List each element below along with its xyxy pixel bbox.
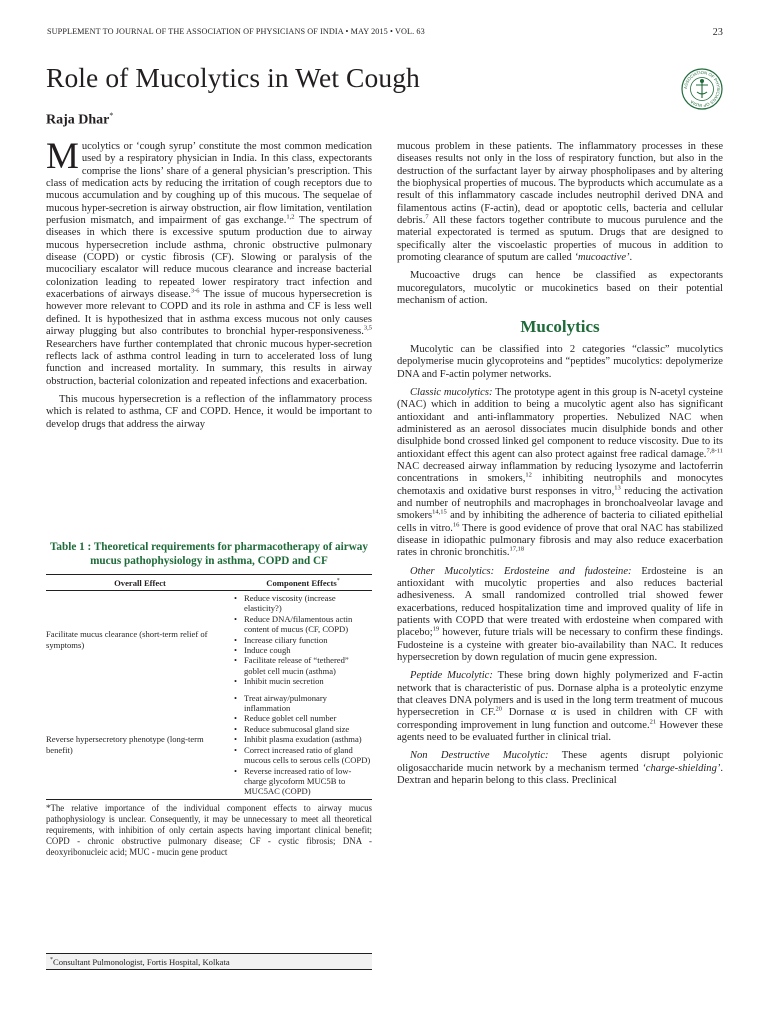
component-effect-item: • Reduce submucosal gland size — [234, 724, 372, 734]
running-head — [47, 27, 723, 39]
component-effect-item: • Reverse increased ratio of low-charge glycoform MUC5B to MUC5AC (COPD) — [234, 766, 372, 797]
table-footnote: *The relative importance of the individual component effects to airway mucus pathophysiology is unclear. Consequently, it may be unnecessary to meet all theoretical requirements, with inhibition of only certain aspects having important clinical benefit; COPD - chronic obstructive pulmonary disease; CF - cystic fibrosis; DNA - deoxyribonucleic acid; MUC - mucin gene product — [46, 802, 372, 857]
table-body — [46, 591, 372, 799]
component-effect-item: • Increase ciliary function — [234, 635, 372, 645]
affiliation-mark: * — [50, 957, 53, 964]
article-title: Role of Mucolytics in Wet Cough — [46, 62, 420, 93]
col-header-overall: Overall Effect — [114, 578, 166, 588]
association-seal-logo — [681, 68, 723, 112]
component-effect-item: • Inhibit mucin secretion — [234, 676, 372, 686]
col-header-component: Component Effects* — [266, 578, 340, 588]
body-paragraph: mucous problem in these patients. The inflammatory processes in these diseases results not only in the loss of respiratory function, but also in the destruction of the surfactant layer by airway phospholipases and by altering the biophysical properties of mucous. The byproducts which accumulate as a result of this inflammatory cascade includes neutrophil derived DNA and filamentous actins (F-actin), dead or apoptotic cells, bacteria and cellular debris.$^7$ All these factors together contribute to mucous purulence and the material expectorated is termed as sputum. Drugs that are designed to specifically alter the viscoelastic properties of mucous in addition to promoting clearance of sputum are called ‘mucoactive’. — [397, 141, 723, 264]
author-name: Raja Dhar — [46, 112, 110, 128]
body-paragraph: Non Destructive Mucolytic: These agents disrupt polyionic oligosaccharide mucin network by a mechanism termed ‘charge-shielding’. Dextran and heparin belong to this class. Preclinical — [397, 750, 723, 787]
component-effect-item: • Induce cough — [234, 645, 372, 655]
intro-paragraph — [46, 136, 372, 388]
body-paragraph: Classic mucolytics: The prototype agent in this group is N-acetyl cysteine (NAC) which in addition to being a mucolytic agent also has significant antioxidant and anti-inflammatory properties. Nebulized NAC when administered as an aerosol dissociates mucin disulphide bonds and other disulphide bond crossed linked gel component to reduce viscosity. Due to its antioxidant effect this agent can also protect against free radical damage.$^{7,8-11}$ NAC decreased airway inflammation by reducing lysozyme and lactoferrin concentrations in smokers,$^{12}$ inhibiting neutrophils and monocytes chemotaxis and oxidative burst responses in vitro,$^{13}$ reducing the activation and number of neutrophils and macrophages in bronchoalveolar lavage and smokers$^{14,15}$ and by inhibiting the adherence of bacteria to ciliated epithelial cells in vitro.$^{16}$ There is good evidence of prove that oral NAC has stabilized disease in idiopathic pulmonary fibrosis and may also reduce exacerbation rates in chronic bronchitis.$^{17,18}$ — [397, 386, 723, 559]
page-number: 23 — [712, 27, 723, 38]
drop-cap: M — [46, 136, 79, 177]
affiliation-footnote — [46, 953, 372, 970]
component-effect-item: • Reduce viscosity (increase elasticity?) — [234, 593, 372, 614]
component-effects-cell — [234, 593, 372, 687]
seal-text: ASSOCIATION OF PHYSICIANS OF INDIA — [682, 69, 722, 109]
overall-effect-cell: Facilitate mucus clearance (short-term relief of symptoms) — [46, 629, 208, 650]
journal-running-head: SUPPLEMENT TO JOURNAL OF THE ASSOCIATION OF PHYSICIANS OF INDIA • MAY 2015 • VOL. 63 — [47, 27, 425, 36]
component-effect-item: • Treat airway/pulmonary inflammation — [234, 693, 372, 714]
table-row — [46, 591, 372, 687]
body-paragraph: Mucoactive drugs can hence be classified as expectorants mucoregulators, mucolytic or mucokinetics based on their potential mechanism of action. — [397, 270, 723, 307]
component-effect-item: • Inhibit plasma exudation (asthma) — [234, 734, 372, 744]
affiliation-text: Consultant Pulmonologist, Fortis Hospital, Kolkata — [53, 957, 230, 967]
body-paragraph: Other Mucolytics: Erdosteine and fudosteine: Erdosteine is an antioxidant with mucolytic properties and also reduces bacterial adhesiveness. A small randomized controlled trial showed fewer exacerbations, reduced hospitalization time and improved quality of life in patients with COPD that were treated with erdosteine when compared with placebo;$^{19}$ however, future trials will be necessary to confirm these findings. Fudosteine is a cysteine with greater bio-availability than NAC. It reduces hypersecretion by down regulation of mucin gene expression. — [397, 565, 723, 664]
component-effect-item: • Correct increased ratio of gland mucous cells to serous cells (COPD) — [234, 745, 372, 766]
table-row — [46, 687, 372, 799]
component-effect-item: • Facilitate release of “tethered” goblet cell mucin (asthma) — [234, 655, 372, 676]
left-column — [46, 136, 372, 437]
overall-effect-cell: Reverse hypersecretory phenotype (long-term benefit) — [46, 734, 204, 755]
right-column — [397, 141, 723, 794]
table-header — [46, 575, 372, 590]
body-paragraph: Peptide Mucolytic: These bring down highly polymerized and F-actin network that is characteristic of pus. Dornase alpha is a proteolytic enzyme that cleaves DNA polymers and is used in the long term treatment of mucous hypersecretion in CF.$^{20}$ Dornase α is used in children with CF with corresponding improvement in lung function and outcome.$^{21}$ However these agents need to be evaluated further in clinical trial. — [397, 670, 724, 744]
body-paragraph: This mucous hypersecretion is a reflection of the inflammatory process which is related to asthma, CF and COPD. Hence, it would be important to develop drugs that address the airway — [46, 393, 372, 430]
section-heading-mucolytics: Mucolytics — [520, 317, 600, 337]
component-effect-item: • Reduce DNA/filamentous actin content of mucus (CF, COPD) — [234, 614, 372, 635]
body-paragraph: Mucolytic can be classified into 2 categories “classic” mucolytics depolymerise mucin glycoproteins and “peptides” mucolytics: depolymerize DNA and F-actin polymer networks. — [397, 343, 723, 380]
author-mark: * — [109, 111, 114, 120]
table-1 — [46, 541, 372, 860]
component-effects-cell — [234, 693, 372, 797]
table-caption: Table 1 : Theoretical requirements for pharmacotherapy of airway mucus pathophysiology in asthma, COPD and CF — [50, 541, 368, 567]
intro-text: ucolytics or ‘cough syrup’ constitute the most common medication used by a respiratory physician in India. In this class, expectorants comprise the lions’ share of a general physician’s prescription. This class of medication acts by reducing the irritation of cough receptors due to mucous accumulation and by coughing up of this mucous. The sequelae of mucous hyper-secretion is airway obstruction, air flow limitation, ventilation perfusion mismatch, and impairment of gas exchange.$^{1,2}$ The spectrum of diseases in which there is excessive sputum production due to airway mucous hypersecretion include asthma, chronic obstructive pulmonary disease (COPD) or cystic fibrosis (CF). Slowing or paralysis of the mucociliary escalator will reduce mucous clearance and increase bacterial colonization leading to repeated lower respiratory tract infection and exacerbations of airways disease.$^{3-6}$ The issue of mucous hypersecretion is however more relevant to COPD and its role in asthma and CF is less well defined. It is hypothesized that in asthma excess mucous not only causes airway plugging but also contributes to bronchial hyper-responsiveness.$^{3,5}$ Researchers have further contemplated that chronic mucous hyper-secretion reflects lack of asthma control leading in turn to accelerated loss of lung function and increased mortality. In summary, this results in airway obstruction, bacterial colonization and repeated infections and exacerbation. — [46, 141, 372, 387]
component-effect-item: • Reduce goblet cell number — [234, 713, 372, 723]
author-line — [46, 111, 113, 129]
